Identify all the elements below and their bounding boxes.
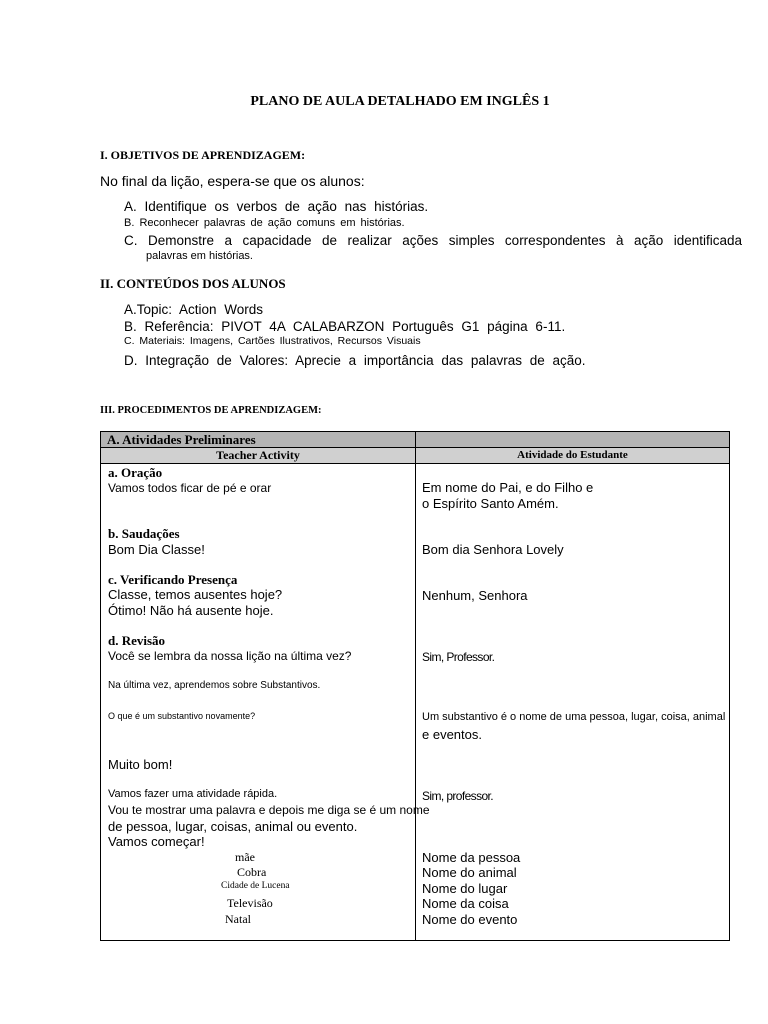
review-student-2-continuation: e eventos. <box>422 727 482 742</box>
review-teacher-5: Vamos fazer uma atividade rápida. <box>108 788 278 800</box>
review-teacher-2: Na última vez, aprendemos sobre Substantivos. <box>108 680 321 691</box>
review-student-1: Sim, Professor. <box>422 650 495 664</box>
teacher-header-cell <box>101 448 415 464</box>
page-title: PLANO DE AULA DETALHADO EM INGLÊS 1 <box>250 94 550 109</box>
column-divider <box>415 432 416 940</box>
attendance-teacher-question: Classe, temos ausentes hoje? <box>108 587 283 602</box>
review-teacher-8: Vamos começar! <box>108 834 205 849</box>
preliminary-header-empty-cell <box>416 432 729 448</box>
word-item: Natal <box>225 912 251 926</box>
answer-item: Nome da pessoa <box>422 850 521 865</box>
objective-c: C. Demonstre a capacidade de realizar ações simples correspondentes à ação identificada <box>124 233 742 248</box>
objective-b: B. Reconhecer palavras de ação comuns em histórias. <box>124 217 405 229</box>
prayer-title: a. Oração <box>108 465 163 480</box>
section-1-heading: I. OBJETIVOS DE APRENDIZAGEM: <box>100 148 306 162</box>
review-teacher-6: Vou te mostrar uma palavra e depois me diga se é um nome <box>108 803 430 817</box>
section-2-heading: II. CONTEÚDOS DOS ALUNOS <box>100 276 286 291</box>
section-3-heading: III. PROCEDIMENTOS DE APRENDIZAGEM: <box>100 405 322 416</box>
prayer-student-line-2: o Espírito Santo Amém. <box>422 496 559 511</box>
answer-item: Nome do evento <box>422 912 518 927</box>
review-student-2: Um substantivo é o nome de uma pessoa, lugar, coisa, animal <box>422 711 726 723</box>
preliminary-activities-label: A. Atividades Preliminares <box>107 432 256 447</box>
answer-item: Nome da coisa <box>422 896 509 911</box>
objective-a: A. Identifique os verbos de ação nas histórias. <box>124 199 429 214</box>
preliminary-header-cell <box>101 432 415 448</box>
section-1-intro: No final da lição, espera-se que os alunos: <box>100 173 365 189</box>
content-b: B. Referência: PIVOT 4A CALABARZON Português G1 página 6-11. <box>124 319 566 334</box>
teacher-activity-header: Teacher Activity <box>216 448 300 462</box>
attendance-student: Nenhum, Senhora <box>422 588 528 603</box>
student-header-cell <box>416 448 729 464</box>
word-item: Cobra <box>237 865 267 879</box>
student-activity-header: Atividade do Estudante <box>517 449 628 461</box>
answer-item: Nome do animal <box>422 865 517 880</box>
word-item: mãe <box>235 850 255 864</box>
prayer-student-line-1: Em nome do Pai, e do Filho e <box>422 480 594 495</box>
greetings-title: b. Saudações <box>108 526 180 541</box>
review-teacher-3: O que é um substantivo novamente? <box>108 711 256 721</box>
review-teacher-7: de pessoa, lugar, coisas, animal ou evento. <box>108 819 358 834</box>
content-c: C. Materiais: Imagens, Cartões Ilustrativos, Recursos Visuais <box>124 335 421 347</box>
review-teacher-1: Você se lembra da nossa lição na última vez? <box>108 649 352 663</box>
attendance-teacher-remark: Ótimo! Não há ausente hoje. <box>108 603 274 618</box>
word-item: Cidade de Lucena <box>221 881 290 891</box>
review-teacher-4: Muito bom! <box>108 757 173 772</box>
procedures-table <box>100 431 730 941</box>
review-title: d. Revisão <box>108 633 166 648</box>
answer-item: Nome do lugar <box>422 881 508 896</box>
greetings-student: Bom dia Senhora Lovely <box>422 542 564 557</box>
objective-c-continuation: palavras em histórias. <box>146 250 253 262</box>
content-a: A.Topic: Action Words <box>124 302 264 317</box>
attendance-title: c. Verificando Presença <box>108 572 238 587</box>
content-d: D. Integração de Valores: Aprecie a importância das palavras de ação. <box>124 353 586 368</box>
review-student-3: Sim, professor. <box>422 789 494 803</box>
word-item: Televisão <box>227 896 273 910</box>
prayer-teacher: Vamos todos ficar de pé e orar <box>108 481 272 495</box>
greetings-teacher: Bom Dia Classe! <box>108 542 205 557</box>
